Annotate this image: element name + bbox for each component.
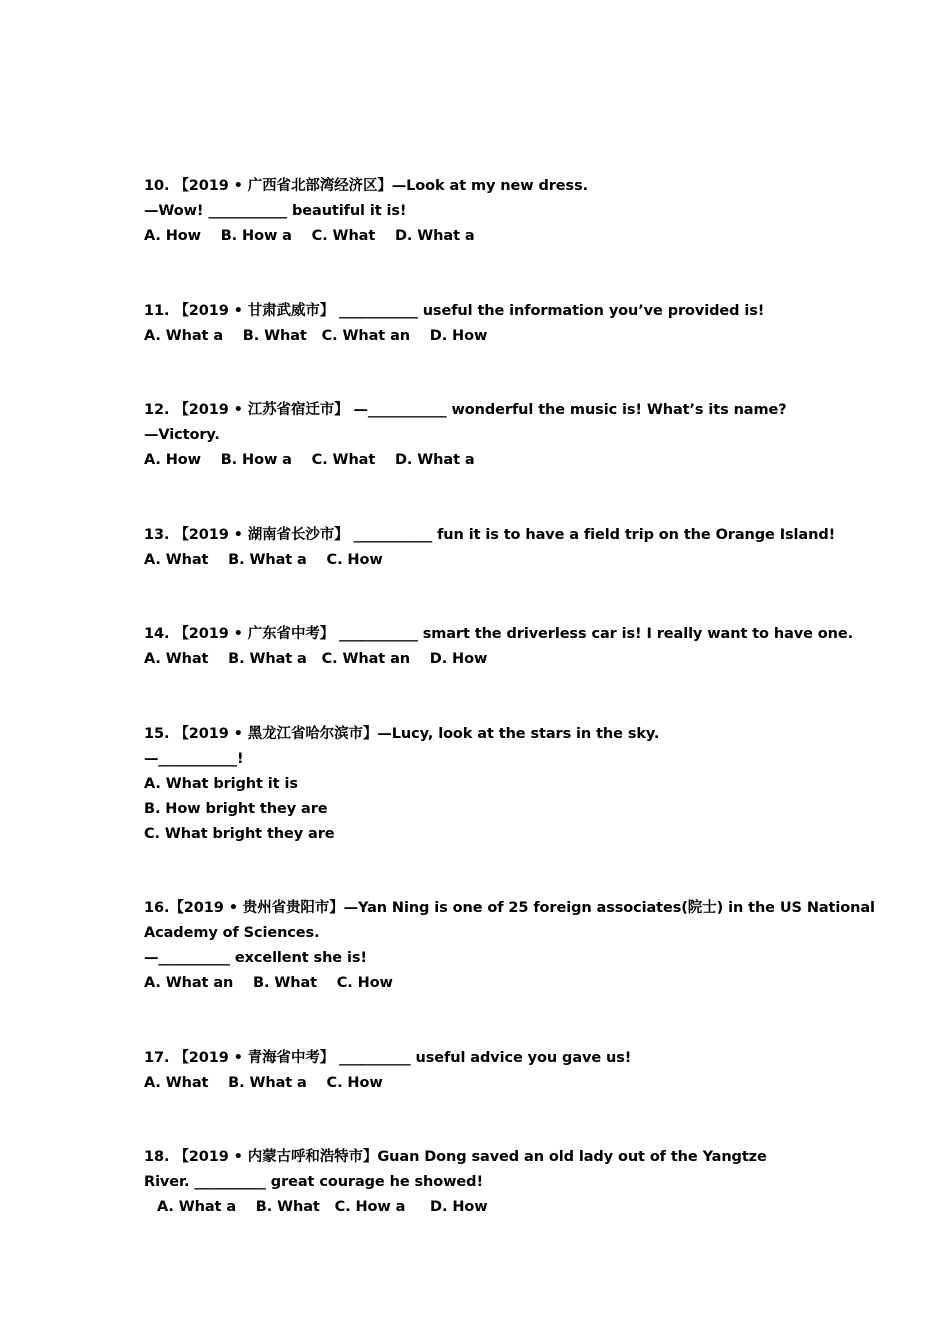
question-dialogue: —Victory. [144,427,220,443]
question-stem: 18. 【2019 • 内蒙古呼和浩特市】Guan Dong saved an old lady out of the Yangtze [144,1149,767,1165]
question-stem: 15. 【2019 • 黑龙江省哈尔滨市】—Lucy, look at the stars in the sky. [144,726,660,742]
question-stem: 17. 【2019 • 青海省中考】 __________ useful advice you gave us! [144,1050,632,1066]
question-stem: 11. 【2019 • 甘肃武威市】 ___________ useful the information you’ve provided is! [144,303,765,319]
question-stem: 16.【2019 • 贵州省贵阳市】—Yan Ning is one of 25 foreign associates(院士) in the US National [144,900,875,916]
question-13 [144,523,836,573]
answer-option-b: B. How bright they are [144,801,328,817]
answer-option-c: C. What bright they are [144,826,335,842]
question-12 [144,398,824,473]
answer-options: A. What B. What a C. How [144,1075,383,1091]
answer-options: A. What a B. What C. What an D. How [144,328,488,344]
question-stem: 14. 【2019 • 广东省中考】 ___________ smart the driverless car is! I really want to have one. [144,626,854,642]
answer-options: A. What a B. What C. How a D. How [157,1199,488,1215]
question-stem: 13. 【2019 • 湖南省长沙市】 ___________ fun it is to have a field trip on the Orange Island! [144,527,836,543]
question-10 [144,174,824,249]
question-18 [144,1145,824,1220]
question-15 [144,722,824,847]
question-dialogue: —___________! [144,751,244,767]
question-14 [144,622,854,672]
answer-options: A. What an B. What C. How [144,975,393,991]
question-stem: 10. 【2019 • 广西省北部湾经济区】—Look at my new dress. [144,178,589,194]
answer-options: A. How B. How a C. What D. What a [144,228,475,244]
question-16 [144,896,875,996]
question-stem-continued: River. __________ great courage he showed! [144,1174,483,1190]
question-stem: 12. 【2019 • 江苏省宿迁市】 —___________ wonderful the music is! What’s its name? [144,402,787,418]
question-dialogue: —__________ excellent she is! [144,950,367,966]
answer-option-a: A. What bright it is [144,776,298,792]
question-stem-continued: Academy of Sciences. [144,925,320,941]
question-dialogue: —Wow! ___________ beautiful it is! [144,203,407,219]
answer-options: A. What B. What a C. What an D. How [144,651,488,667]
question-17 [144,1046,824,1096]
answer-options: A. What B. What a C. How [144,552,383,568]
answer-options: A. How B. How a C. What D. What a [144,452,475,468]
question-11 [144,299,824,349]
